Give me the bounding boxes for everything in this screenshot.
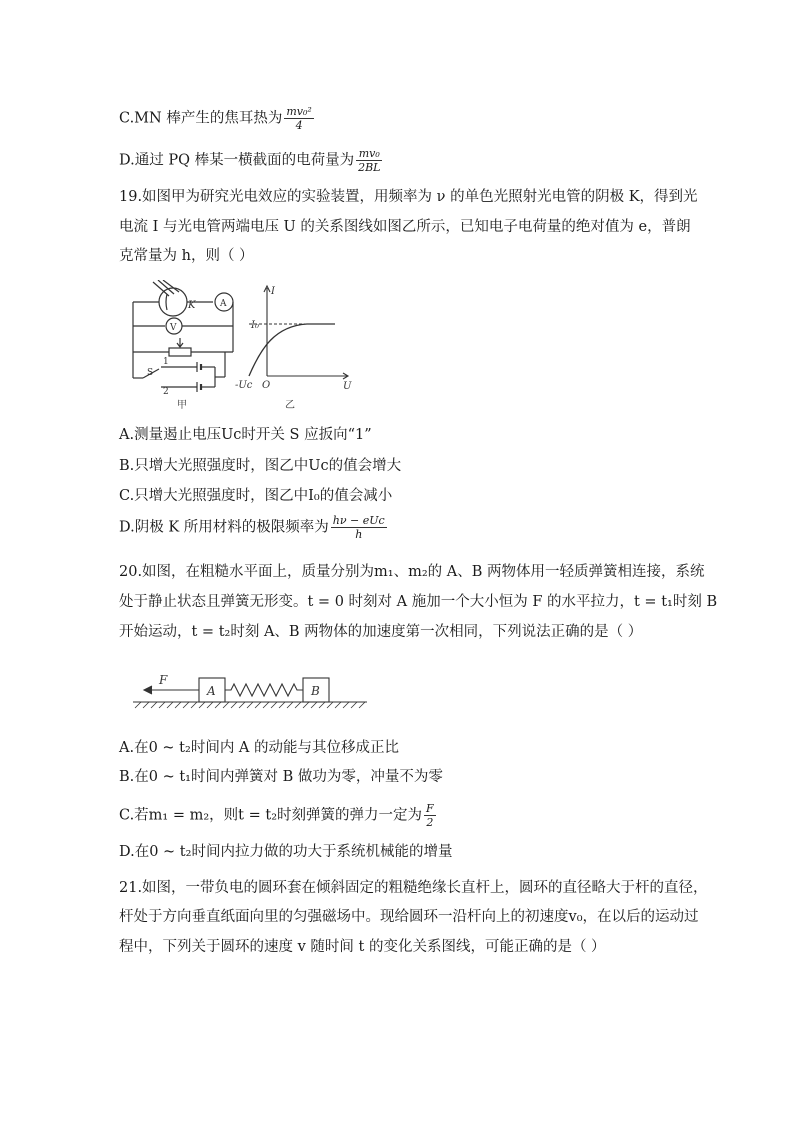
photocurrent-curve — [249, 324, 335, 376]
q20-option-b: B.在0 ~ t₁时间内弹簧对 B 做功为零，冲量不为零 — [119, 769, 443, 785]
label-neg-uc: -Uc — [235, 380, 253, 391]
q20-figure — [125, 668, 375, 716]
q20-option-a: A.在0 ~ t₂时间内 A 的动能与其位移成正比 — [119, 740, 400, 756]
iu-graph-yi — [249, 286, 348, 379]
q21-stem-line-2: 杆处于方向垂直纸面向里的匀强磁场中。现给圆环一沿杆向上的初速度v₀，在以后的运动过 — [119, 909, 699, 925]
caption-jia: 甲 — [177, 400, 187, 410]
q19-stem-line-1: 19.如图甲为研究光电效应的实验装置，用频率为 ν 的单色光照射光电管的阴极 K，得到光 — [119, 189, 698, 205]
cathode-icon — [166, 294, 167, 310]
axis-i-label: I — [271, 286, 275, 297]
label-block-a: A — [207, 684, 216, 698]
caption-yi: 乙 — [285, 400, 295, 410]
q20-option-d: D.在0 ~ t₂时间内拉力做的功大于系统机械能的增量 — [119, 844, 453, 860]
q20-stem-line-2: 处于静止状态且弹簧无形变。t = 0 时刻对 A 施加一个大小恒为 F 的水平拉力，t = t₁时刻 B — [119, 594, 718, 610]
label-a: A — [220, 299, 227, 309]
axis-u-label: U — [343, 381, 352, 392]
label-s: S — [147, 368, 154, 378]
fraction: $\frac{\text{mv₀²}}{4}$ — [286, 105, 312, 132]
q19-option-c: C.只增大光照强度时，图乙中I₀的值会减小 — [119, 488, 393, 504]
label-o: O — [262, 380, 271, 391]
label-block-b: B — [311, 684, 320, 698]
label-1: 1 — [163, 357, 169, 367]
q20-stem-line-1: 20.如图，在粗糙水平面上，质量分别为m₁、m₂的 A、B 两物体用一轻质弹簧相连接，系统 — [119, 564, 705, 580]
label-2: 2 — [163, 387, 169, 397]
label-f: F — [159, 673, 168, 687]
spring-icon — [225, 684, 303, 696]
q20-stem-line-3: 开始运动，t = t₂时刻 A、B 两物体的加速度第一次相同，下列说法正确的是（ ） — [119, 624, 643, 640]
q18-option-c: C.MN 棒产生的焦耳热为 $\frac{\text{mv₀²}}{4}$ — [119, 105, 312, 132]
q21-stem-line-3: 程中，下列关于圆环的速度 v 随时间 t 的变化关系图线，可能正确的是（ ） — [119, 939, 606, 955]
fraction: $\frac{F}{2}$ — [426, 802, 434, 829]
q19-option-b: B.只增大光照强度时，图乙中Uc的值会增大 — [119, 458, 402, 474]
q19-stem-line-2: 电流 I 与光电管两端电压 U 的关系图线如图乙所示，已知电子电荷量的绝对值为 e，普朗 — [119, 219, 691, 235]
q20-option-c: C.若m₁ = m₂，则t = t₂时刻弹簧的弹力一定为 $\frac{F}{2}$ — [119, 802, 434, 829]
phototube-icon — [159, 288, 187, 316]
q18-option-d: D.通过 PQ 棒某一横截面的电荷量为 $\frac{\text{mv₀}}{2BL}$ — [119, 147, 381, 174]
label-k: K — [188, 300, 196, 311]
q19-option-d: D.阴极 K 所用材料的极限频率为 $\frac{\text{hν − eUc}}{h}$ — [119, 514, 385, 541]
fraction: $\frac{\text{hν − eUc}}{h}$ — [332, 514, 385, 541]
fraction: $\frac{\text{mv₀}}{2BL}$ — [358, 147, 381, 174]
q19-figure — [125, 280, 360, 410]
q21-stem-line-1: 21.如图，一带负电的圆环套在倾斜固定的粗糙绝缘长直杆上，圆环的直径略大于杆的直径， — [119, 880, 708, 896]
label-i0: I₀ — [251, 320, 259, 331]
q19-stem-line-3: 克常量为 h，则（ ） — [119, 248, 254, 264]
ground-hatch — [135, 702, 365, 708]
label-v: V — [170, 323, 177, 333]
q19-option-a: A.测量遏止电压Uc时开关 S 应扳向“1” — [119, 427, 372, 443]
